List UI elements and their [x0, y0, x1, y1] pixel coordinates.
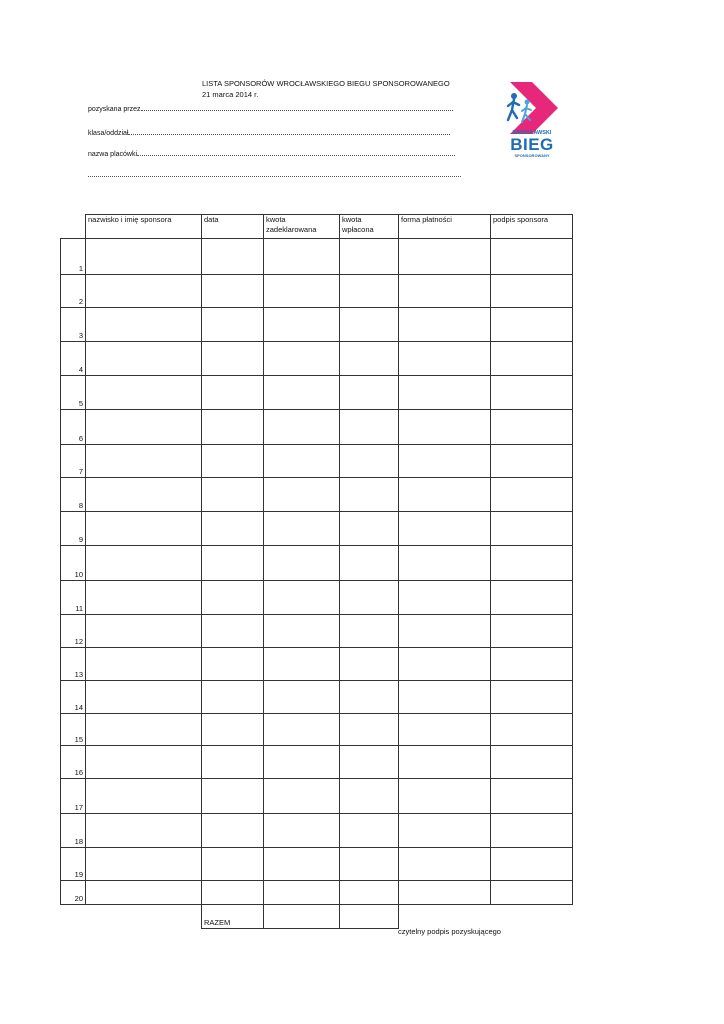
row-number: 18: [61, 814, 86, 848]
row-number: 11: [61, 581, 86, 615]
cell-declared[interactable]: [264, 275, 340, 308]
collector-signature-label: czytelny podpis pozyskującego: [398, 927, 501, 936]
table-row: [61, 376, 573, 410]
cell-signature[interactable]: [491, 746, 573, 779]
row-number: 17: [61, 779, 86, 814]
cell-payment[interactable]: [399, 881, 491, 905]
table-row: [61, 275, 573, 308]
row-number: 15: [61, 714, 86, 746]
cell-payment[interactable]: [399, 581, 491, 615]
cell-date[interactable]: [202, 814, 264, 848]
row-number: 7: [61, 445, 86, 478]
cell-declared[interactable]: [264, 308, 340, 342]
cell-signature[interactable]: [491, 714, 573, 746]
totals-blank-2: [86, 905, 202, 929]
cell-date[interactable]: [202, 848, 264, 881]
totals-label: RAZEM: [202, 905, 264, 929]
header-declared-1: kwota: [266, 215, 286, 224]
cell-paid[interactable]: [340, 512, 399, 546]
cell-date[interactable]: [202, 546, 264, 581]
cell-payment[interactable]: [399, 410, 491, 445]
cell-declared[interactable]: [264, 848, 340, 881]
table-row: [61, 445, 573, 478]
cell-paid[interactable]: [340, 445, 399, 478]
cell-paid[interactable]: [340, 239, 399, 275]
cell-name[interactable]: [86, 779, 202, 814]
cell-date[interactable]: [202, 445, 264, 478]
cell-date[interactable]: [202, 275, 264, 308]
header-payment: forma płatności: [399, 215, 491, 239]
cell-declared[interactable]: [264, 714, 340, 746]
cell-payment[interactable]: [399, 848, 491, 881]
cell-payment[interactable]: [399, 714, 491, 746]
table-row: [61, 581, 573, 615]
cell-payment[interactable]: [399, 342, 491, 376]
cell-declared[interactable]: [264, 681, 340, 714]
cell-payment[interactable]: [399, 239, 491, 275]
cell-paid[interactable]: [340, 376, 399, 410]
cell-signature[interactable]: [491, 342, 573, 376]
logo-line1: WROCŁAWSKI: [512, 130, 552, 136]
cell-declared[interactable]: [264, 512, 340, 546]
cell-signature[interactable]: [491, 648, 573, 681]
header-blank: [61, 215, 86, 239]
cell-signature[interactable]: [491, 445, 573, 478]
cell-name[interactable]: [86, 714, 202, 746]
row-number: 3: [61, 308, 86, 342]
cell-signature[interactable]: [491, 681, 573, 714]
cell-declared[interactable]: [264, 779, 340, 814]
row-number: 20: [61, 881, 86, 905]
cell-date[interactable]: [202, 410, 264, 445]
row-number: 5: [61, 376, 86, 410]
header-paid-2: wpłacona: [342, 225, 374, 234]
cell-payment[interactable]: [399, 478, 491, 512]
cell-name[interactable]: [86, 746, 202, 779]
table-row: [61, 512, 573, 546]
cell-declared[interactable]: [264, 648, 340, 681]
cell-name[interactable]: [86, 275, 202, 308]
cell-signature[interactable]: [491, 376, 573, 410]
cell-declared[interactable]: [264, 615, 340, 648]
cell-signature[interactable]: [491, 848, 573, 881]
row-number: 9: [61, 512, 86, 546]
cell-date[interactable]: [202, 512, 264, 546]
table-row: [61, 239, 573, 275]
logo-chevron: [510, 82, 558, 134]
cell-paid[interactable]: [340, 714, 399, 746]
cell-paid[interactable]: [340, 681, 399, 714]
cell-date[interactable]: [202, 714, 264, 746]
cell-date[interactable]: [202, 681, 264, 714]
total-paid[interactable]: [340, 905, 399, 929]
field-placowka: [88, 148, 455, 158]
cell-paid[interactable]: [340, 308, 399, 342]
header-paid: [340, 215, 399, 239]
table-row: [61, 478, 573, 512]
cell-date[interactable]: [202, 239, 264, 275]
header-signature: podpis sponsora: [491, 215, 573, 239]
table-row: [61, 410, 573, 445]
cell-name[interactable]: [86, 376, 202, 410]
totals-row: [61, 905, 573, 929]
header-declared: [264, 215, 340, 239]
field-placowka-label: nazwa placówki: [88, 151, 138, 158]
cell-signature[interactable]: [491, 239, 573, 275]
cell-declared[interactable]: [264, 342, 340, 376]
row-number: 16: [61, 746, 86, 779]
cell-payment[interactable]: [399, 746, 491, 779]
table-row: [61, 546, 573, 581]
cell-date[interactable]: [202, 648, 264, 681]
cell-name[interactable]: [86, 881, 202, 905]
cell-declared[interactable]: [264, 445, 340, 478]
totals-blank-4: [491, 905, 573, 929]
cell-name[interactable]: [86, 478, 202, 512]
table-row: [61, 308, 573, 342]
cell-signature[interactable]: [491, 546, 573, 581]
cell-date[interactable]: [202, 581, 264, 615]
cell-date[interactable]: [202, 779, 264, 814]
cell-paid[interactable]: [340, 615, 399, 648]
field-extra: [88, 169, 461, 179]
cell-date[interactable]: [202, 376, 264, 410]
logo-line3: SPONSOROWANY: [514, 153, 550, 158]
bieg-logo: [502, 80, 562, 160]
cell-signature[interactable]: [491, 512, 573, 546]
logo-line2: BIEG: [510, 135, 554, 154]
cell-payment[interactable]: [399, 546, 491, 581]
table-row: [61, 746, 573, 779]
totals-blank-3: [399, 905, 491, 929]
header-name: nazwisko i imię sponsora: [86, 215, 202, 239]
cell-paid[interactable]: [340, 746, 399, 779]
cell-name[interactable]: [86, 445, 202, 478]
cell-paid[interactable]: [340, 848, 399, 881]
totals-blank-1: [61, 905, 86, 929]
row-number: 4: [61, 342, 86, 376]
cell-name[interactable]: [86, 681, 202, 714]
cell-declared[interactable]: [264, 581, 340, 615]
cell-declared[interactable]: [264, 881, 340, 905]
cell-declared[interactable]: [264, 814, 340, 848]
cell-signature[interactable]: [491, 410, 573, 445]
cell-payment[interactable]: [399, 275, 491, 308]
cell-payment[interactable]: [399, 376, 491, 410]
cell-date[interactable]: [202, 615, 264, 648]
cell-name[interactable]: [86, 546, 202, 581]
total-declared[interactable]: [264, 905, 340, 929]
field-extra-line[interactable]: [88, 169, 461, 177]
cell-paid[interactable]: [340, 814, 399, 848]
cell-signature[interactable]: [491, 275, 573, 308]
table-row: [61, 714, 573, 746]
header-paid-1: kwota: [342, 215, 362, 224]
row-number: 8: [61, 478, 86, 512]
table-row: [61, 681, 573, 714]
logo-runner-1: [508, 99, 519, 120]
header-declared-2: zadeklarowana: [266, 225, 317, 234]
table-row: [61, 881, 573, 905]
cell-paid[interactable]: [340, 881, 399, 905]
field-pozyskana: [88, 103, 453, 113]
table-header-row: [61, 215, 573, 239]
cell-payment[interactable]: [399, 779, 491, 814]
sponsors-table: [60, 214, 573, 929]
cell-paid[interactable]: [340, 779, 399, 814]
cell-signature[interactable]: [491, 615, 573, 648]
cell-payment[interactable]: [399, 648, 491, 681]
row-number: 13: [61, 648, 86, 681]
field-klasa-line[interactable]: [128, 127, 450, 135]
table-row: [61, 615, 573, 648]
field-pozyskana-label: pozyskana przez: [88, 106, 141, 113]
row-number: 19: [61, 848, 86, 881]
cell-declared[interactable]: [264, 376, 340, 410]
cell-signature[interactable]: [491, 478, 573, 512]
cell-name[interactable]: [86, 410, 202, 445]
cell-declared[interactable]: [264, 478, 340, 512]
cell-name[interactable]: [86, 648, 202, 681]
header-data: data: [202, 215, 264, 239]
cell-name[interactable]: [86, 342, 202, 376]
logo-runner-head-2: [525, 100, 530, 105]
cell-paid[interactable]: [340, 581, 399, 615]
cell-date[interactable]: [202, 881, 264, 905]
cell-declared[interactable]: [264, 410, 340, 445]
cell-date[interactable]: [202, 308, 264, 342]
cell-signature[interactable]: [491, 779, 573, 814]
cell-payment[interactable]: [399, 681, 491, 714]
cell-payment[interactable]: [399, 308, 491, 342]
row-number: 6: [61, 410, 86, 445]
cell-signature[interactable]: [491, 308, 573, 342]
document-date: 21 marca 2014 r.: [202, 90, 259, 99]
cell-name[interactable]: [86, 239, 202, 275]
row-number: 2: [61, 275, 86, 308]
document-title: LISTA SPONSORÓW WROCŁAWSKIEGO BIEGU SPONSOROWANEGO: [202, 79, 450, 88]
cell-name[interactable]: [86, 308, 202, 342]
table-row: [61, 342, 573, 376]
cell-declared[interactable]: [264, 546, 340, 581]
cell-payment[interactable]: [399, 615, 491, 648]
table-row: [61, 648, 573, 681]
cell-name[interactable]: [86, 814, 202, 848]
cell-date[interactable]: [202, 342, 264, 376]
cell-paid[interactable]: [340, 648, 399, 681]
cell-payment[interactable]: [399, 814, 491, 848]
table-row: [61, 848, 573, 881]
cell-name[interactable]: [86, 615, 202, 648]
cell-paid[interactable]: [340, 342, 399, 376]
cell-name[interactable]: [86, 512, 202, 546]
cell-payment[interactable]: [399, 445, 491, 478]
cell-payment[interactable]: [399, 512, 491, 546]
cell-date[interactable]: [202, 478, 264, 512]
field-klasa-label: klasa/oddział: [88, 130, 129, 137]
cell-name[interactable]: [86, 581, 202, 615]
cell-declared[interactable]: [264, 746, 340, 779]
field-placowka-line[interactable]: [137, 148, 455, 156]
row-number: 14: [61, 681, 86, 714]
cell-paid[interactable]: [340, 275, 399, 308]
cell-name[interactable]: [86, 848, 202, 881]
cell-paid[interactable]: [340, 546, 399, 581]
row-number: 12: [61, 615, 86, 648]
field-klasa: [88, 127, 450, 137]
row-number: 10: [61, 546, 86, 581]
cell-signature[interactable]: [491, 881, 573, 905]
cell-signature[interactable]: [491, 581, 573, 615]
cell-paid[interactable]: [340, 410, 399, 445]
table-row: [61, 814, 573, 848]
table-row: [61, 779, 573, 814]
field-pozyskana-line[interactable]: [141, 103, 453, 111]
cell-date[interactable]: [202, 746, 264, 779]
cell-signature[interactable]: [491, 814, 573, 848]
row-number: 1: [61, 239, 86, 275]
cell-paid[interactable]: [340, 478, 399, 512]
cell-declared[interactable]: [264, 239, 340, 275]
